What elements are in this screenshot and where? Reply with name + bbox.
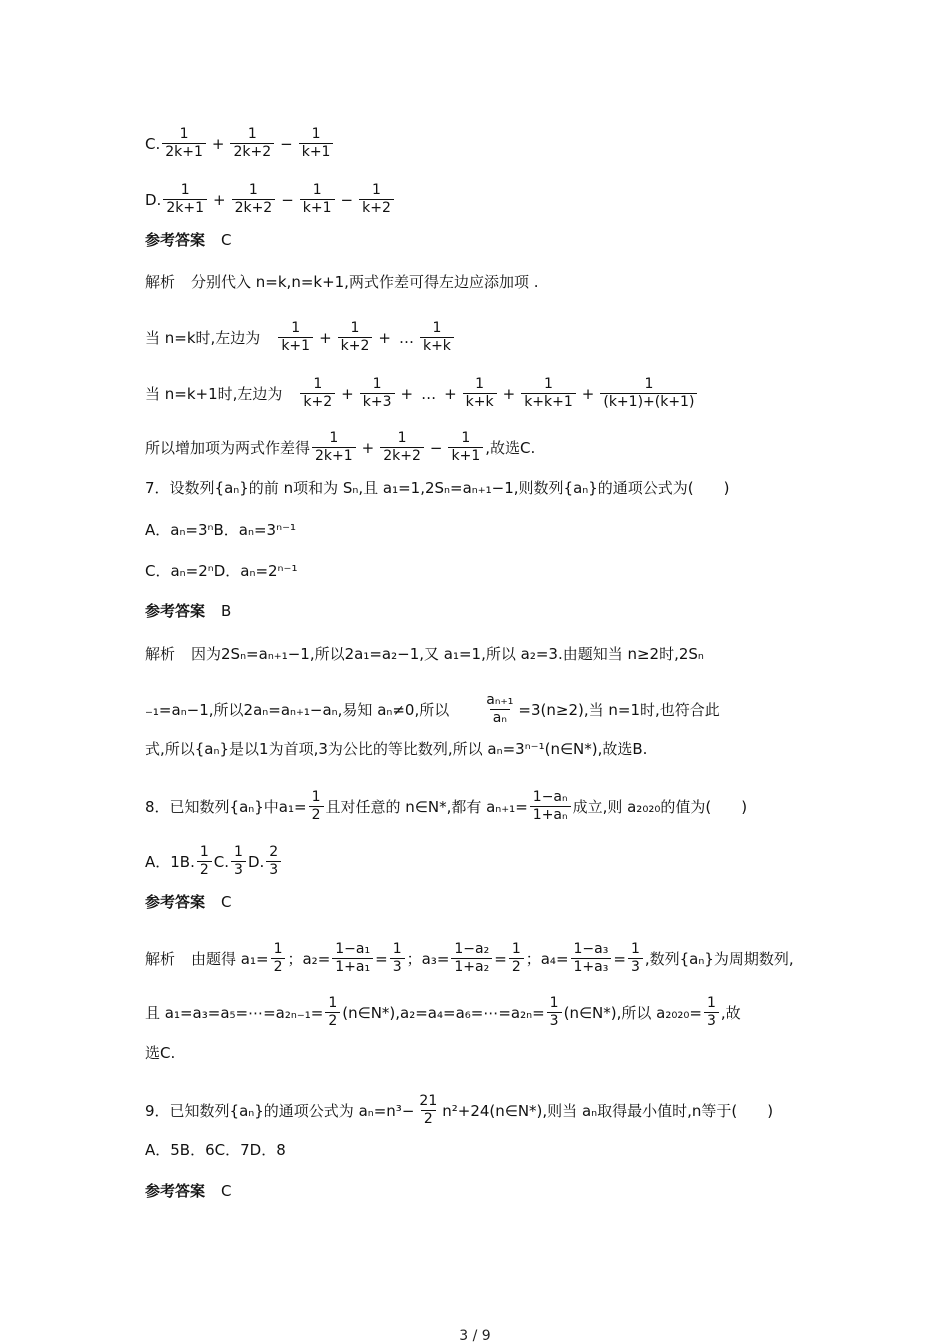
fraction: $\frac{1}{k+2}$ [338,320,373,355]
q9-options: A．5B．6C．7D．8 [145,1141,286,1159]
q7-solution-line1: 解析 因为2Sₙ=aₙ₊₁−1,所以2a₁=a₂−1,又 a₁=1,所以 a₂=3.由题知当 n≥2时,2Sₙ [145,645,704,663]
q8-answer: 参考答案 C [145,893,232,911]
q6-option-d: D. $\frac{1}{2k+1}$ + $\frac{1}{2k+2}$ − $\frac{1}{k+1}$ − $\frac{1}{k+2}$ [145,182,910,217]
q8-solution-line1: 解析 由题得 a₁= $\frac{1}{2}$ ；a₂= $\frac{\text{1−a₁}}{\text{1+a₁}}$ = $\frac{1}{3}$ ；a₃= $\frac{\text{1−a₂}}{\text{1+a₂}}$ = $\frac{1}{2}$ ；a₄= $\frac{\text{1−a₃}}{\text{1+a₃}}$ = $\frac{1}{3}$ ,数列{aₙ}为周期数列, [145,941,794,975]
fraction: $\frac{1}{3}$ [390,941,405,976]
fraction: $\frac{1}{k+k}$ [420,320,454,355]
q7-options-ab: A．aₙ=3ⁿB．aₙ=3ⁿ⁻¹ [145,521,296,539]
fraction: $\frac{1}{2k+2}$ [230,126,274,161]
fraction: $\frac{1}{2k+1}$ [163,182,207,217]
fraction: $\frac{21}{2}$ [419,1093,438,1127]
fraction: $\frac{1}{2k+1}$ [162,126,206,161]
fraction: $\frac{1}{2k+2}$ [232,182,276,217]
q9-answer: 参考答案 C [145,1182,232,1200]
fraction: $\frac{1}{k+2}$ [359,182,394,217]
q8-solution-line2: 且 a₁=a₃=a₅=⋯=a₂ₙ₋₁= $\frac{1}{2}$ (n∈N*),a₂=a₄=a₆=⋯=a₂ₙ= $\frac{1}{3}$ (n∈N*),所以 a₂₀₂₀= $\frac{1}{3}$ ,故 [145,995,741,1029]
q6-solution-line2: 当 n=k时,左边为 $\frac{1}{k+1}$ + $\frac{1}{k+2}$ + … $\frac{1}{k+k}$ [145,320,910,355]
fraction: $\frac{1}{2k+1}$ [312,430,356,465]
fraction: $\frac{\text{aₙ₊₁}}{\text{aₙ}}$ [486,692,514,726]
q6-solution-line4: 所以增加项为两式作差得 $\frac{1}{2k+1}$ + $\frac{1}{2k+2}$ − $\frac{1}{k+1}$ ,故选C. [145,430,536,464]
fraction: $\frac{\text{1−a₂}}{\text{1+a₂}}$ [451,941,492,976]
q7-options-cd: C．aₙ=2ⁿD．aₙ=2ⁿ⁻¹ [145,562,298,580]
fraction: $\frac{1}{(k+1)+(k+1)}$ [600,376,697,411]
fraction: $\frac{1}{2}$ [197,844,212,879]
fraction: $\frac{1}{3}$ [704,995,719,1030]
fraction: $\frac{1}{3}$ [547,995,562,1030]
fraction: $\frac{1}{k+3}$ [360,376,395,411]
q8-solution-line3: 选C. [145,1044,176,1062]
page-number: 3 / 9 [459,1328,491,1344]
fraction: $\frac{1}{2k+2}$ [380,430,424,465]
fraction: $\frac{1}{2}$ [271,941,286,976]
fraction: $\frac{1}{k+1}$ [300,182,335,217]
q6-solution-line3: 当 n=k+1时,左边为 $\frac{1}{k+2}$ + $\frac{1}{k+3}$ + … + $\frac{1}{k+k}$ + $\frac{1}{k+k+1}$ + $\frac{1}{(k+1)+(k+1)}$ [145,376,910,411]
fraction: $\frac{1}{3}$ [231,844,246,879]
q6-solution-line1: 解析 分别代入 n=k,n=k+1,两式作差可得左边应添加项 . [145,273,539,291]
q7-solution-line3: 式,所以{aₙ}是以1为首项,3为公比的等比数列,所以 aₙ=3ⁿ⁻¹(n∈N*),故选B. [145,740,648,758]
q7-stem: 7．设数列{aₙ}的前 n项和为 Sₙ,且 a₁=1,2Sₙ=aₙ₊₁−1,则数列{aₙ}的通项公式为( ) [145,479,730,497]
fraction: $\frac{1}{2}$ [309,789,324,824]
q8-options: A．1B. $\frac{1}{2}$ C. $\frac{1}{3}$ D. $\frac{2}{3}$ [145,844,910,879]
fraction: $\frac{\text{1−aₙ}}{\text{1+aₙ}}$ [530,789,571,824]
fraction: $\frac{1}{3}$ [628,941,643,976]
fraction: $\frac{\text{1−a₁}}{\text{1+a₁}}$ [332,941,373,976]
q7-answer: 参考答案 B [145,602,232,620]
q6-answer: 参考答案 C [145,231,232,249]
fraction: $\frac{2}{3}$ [266,844,281,879]
fraction: $\frac{1}{k+1}$ [299,126,334,161]
fraction: $\frac{1}{k+1}$ [278,320,313,355]
fraction: $\frac{1}{k+2}$ [300,376,335,411]
fraction: $\frac{1}{2}$ [325,995,340,1030]
q6-option-c: C. $\frac{1}{2k+1}$ + $\frac{1}{2k+2}$ − $\frac{1}{k+1}$ [145,126,910,161]
fraction: $\frac{\text{1−a₃}}{\text{1+a₃}}$ [571,941,612,976]
fraction: $\frac{1}{k+k+1}$ [521,376,576,411]
q8-stem: 8．已知数列{aₙ}中a₁= $\frac{1}{2}$ 且对任意的 n∈N*,都有 aₙ₊₁= $\frac{\text{1−aₙ}}{\text{1+aₙ}}$ 成立,则 a₂₀₂₀的值为( ) [145,789,748,823]
q7-solution-line2: ₋₁=aₙ−1,所以2aₙ=aₙ₊₁−aₙ,易知 aₙ≠0,所以 $\frac{\text{aₙ₊₁}}{\text{aₙ}}$ =3(n≥2),当 n=1时,也符合此 [145,692,720,726]
fraction: $\frac{1}{k+1}$ [448,430,483,465]
fraction: $\frac{1}{k+k}$ [463,376,497,411]
q9-stem: 9．已知数列{aₙ}的通项公式为 aₙ=n³− $\frac{21}{2}$ n²+24(n∈N*),则当 aₙ取得最小值时,n等于( ) [145,1093,774,1127]
fraction: $\frac{1}{2}$ [509,941,524,976]
